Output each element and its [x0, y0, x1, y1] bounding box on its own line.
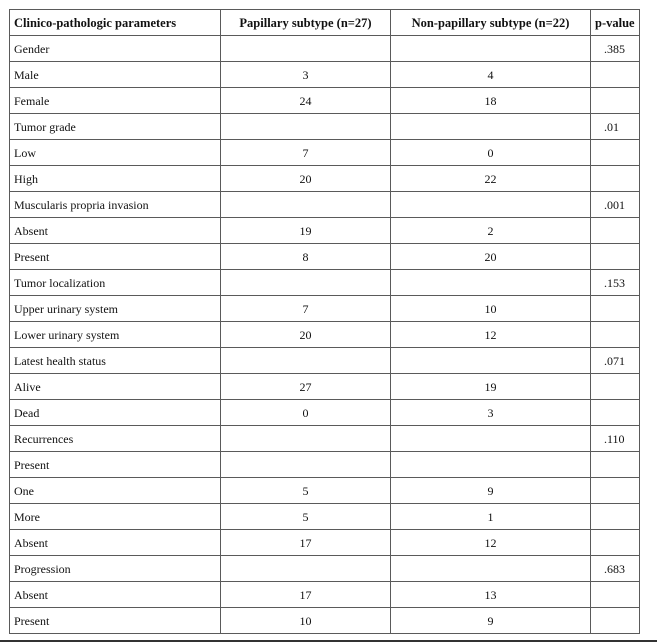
cell-papillary: 3 [221, 62, 391, 88]
cell-parameter: Present [10, 244, 221, 270]
cell-p-value [591, 374, 640, 400]
cell-non-papillary [391, 452, 591, 478]
table-row [10, 114, 640, 140]
cell-non-papillary [391, 192, 591, 218]
cell-papillary [221, 556, 391, 582]
table-row [10, 36, 640, 62]
table-row [10, 166, 640, 192]
table-row [10, 530, 640, 556]
cell-parameter: Latest health status [10, 348, 221, 374]
cell-papillary [221, 114, 391, 140]
table-row [10, 244, 640, 270]
cell-non-papillary: 9 [391, 478, 591, 504]
cell-parameter: Male [10, 62, 221, 88]
cell-parameter: Tumor grade [10, 114, 221, 140]
cell-non-papillary: 3 [391, 400, 591, 426]
table-row [10, 296, 640, 322]
cell-non-papillary: 2 [391, 218, 591, 244]
table-row [10, 582, 640, 608]
cell-papillary [221, 270, 391, 296]
cell-non-papillary: 1 [391, 504, 591, 530]
table-row [10, 478, 640, 504]
cell-p-value: .385 [591, 36, 640, 62]
cell-p-value [591, 504, 640, 530]
table-row [10, 556, 640, 582]
table-row [10, 140, 640, 166]
table-row [10, 452, 640, 478]
header-row [10, 10, 640, 36]
cell-p-value: .071 [591, 348, 640, 374]
header-non-papillary: Non-papillary subtype (n=22) [391, 10, 591, 36]
cell-parameter: Absent [10, 530, 221, 556]
cell-papillary: 17 [221, 582, 391, 608]
cell-non-papillary: 4 [391, 62, 591, 88]
cell-papillary: 7 [221, 296, 391, 322]
cell-p-value [591, 296, 640, 322]
table-row [10, 374, 640, 400]
cell-papillary: 5 [221, 478, 391, 504]
header-p-value: p-value [591, 10, 640, 36]
table-row [10, 504, 640, 530]
cell-papillary: 0 [221, 400, 391, 426]
cell-non-papillary: 0 [391, 140, 591, 166]
cell-papillary [221, 192, 391, 218]
cell-non-papillary: 22 [391, 166, 591, 192]
table-row [10, 322, 640, 348]
cell-p-value: .01 [591, 114, 640, 140]
cell-parameter: Present [10, 452, 221, 478]
table-row [10, 62, 640, 88]
cell-parameter: More [10, 504, 221, 530]
table-row [10, 426, 640, 452]
cell-parameter: Muscularis propria invasion [10, 192, 221, 218]
clinicopathologic-table [9, 9, 640, 634]
table-row [10, 88, 640, 114]
cell-parameter: Gender [10, 36, 221, 62]
cell-parameter: Present [10, 608, 221, 634]
cell-p-value [591, 62, 640, 88]
cell-p-value [591, 530, 640, 556]
cell-p-value [591, 140, 640, 166]
cell-non-papillary: 19 [391, 374, 591, 400]
cell-p-value [591, 244, 640, 270]
cell-parameter: Lower urinary system [10, 322, 221, 348]
table-row [10, 608, 640, 634]
cell-papillary: 10 [221, 608, 391, 634]
cell-parameter: High [10, 166, 221, 192]
cell-non-papillary [391, 36, 591, 62]
bottom-rule [0, 640, 657, 642]
header-papillary: Papillary subtype (n=27) [221, 10, 391, 36]
cell-non-papillary: 18 [391, 88, 591, 114]
cell-non-papillary [391, 114, 591, 140]
cell-p-value [591, 166, 640, 192]
table-container [9, 9, 640, 634]
cell-papillary: 27 [221, 374, 391, 400]
table-row [10, 270, 640, 296]
cell-non-papillary [391, 426, 591, 452]
cell-non-papillary [391, 270, 591, 296]
cell-p-value [591, 218, 640, 244]
cell-parameter: Alive [10, 374, 221, 400]
cell-non-papillary: 9 [391, 608, 591, 634]
cell-non-papillary: 12 [391, 322, 591, 348]
cell-papillary: 7 [221, 140, 391, 166]
cell-p-value: .001 [591, 192, 640, 218]
cell-non-papillary [391, 556, 591, 582]
cell-p-value [591, 452, 640, 478]
cell-parameter: Recurrences [10, 426, 221, 452]
cell-papillary: 17 [221, 530, 391, 556]
cell-p-value [591, 608, 640, 634]
cell-papillary: 5 [221, 504, 391, 530]
cell-p-value [591, 582, 640, 608]
cell-p-value [591, 478, 640, 504]
cell-p-value [591, 322, 640, 348]
cell-parameter: One [10, 478, 221, 504]
cell-papillary: 20 [221, 322, 391, 348]
cell-papillary [221, 426, 391, 452]
header-parameters: Clinico-pathologic parameters [10, 10, 221, 36]
cell-non-papillary: 13 [391, 582, 591, 608]
cell-non-papillary: 10 [391, 296, 591, 322]
cell-parameter: Low [10, 140, 221, 166]
cell-non-papillary [391, 348, 591, 374]
cell-papillary [221, 36, 391, 62]
cell-parameter: Female [10, 88, 221, 114]
cell-p-value [591, 88, 640, 114]
cell-parameter: Progression [10, 556, 221, 582]
table-row [10, 192, 640, 218]
table-row [10, 218, 640, 244]
cell-papillary [221, 348, 391, 374]
cell-non-papillary: 20 [391, 244, 591, 270]
cell-parameter: Upper urinary system [10, 296, 221, 322]
cell-parameter: Dead [10, 400, 221, 426]
cell-papillary [221, 452, 391, 478]
cell-papillary: 24 [221, 88, 391, 114]
cell-p-value: .153 [591, 270, 640, 296]
cell-p-value [591, 400, 640, 426]
cell-non-papillary: 12 [391, 530, 591, 556]
cell-papillary: 20 [221, 166, 391, 192]
table-body [10, 36, 640, 634]
table-row [10, 400, 640, 426]
cell-p-value: .683 [591, 556, 640, 582]
cell-parameter: Absent [10, 218, 221, 244]
table-row [10, 348, 640, 374]
cell-papillary: 8 [221, 244, 391, 270]
cell-papillary: 19 [221, 218, 391, 244]
cell-parameter: Tumor localization [10, 270, 221, 296]
cell-parameter: Absent [10, 582, 221, 608]
cell-p-value: .110 [591, 426, 640, 452]
